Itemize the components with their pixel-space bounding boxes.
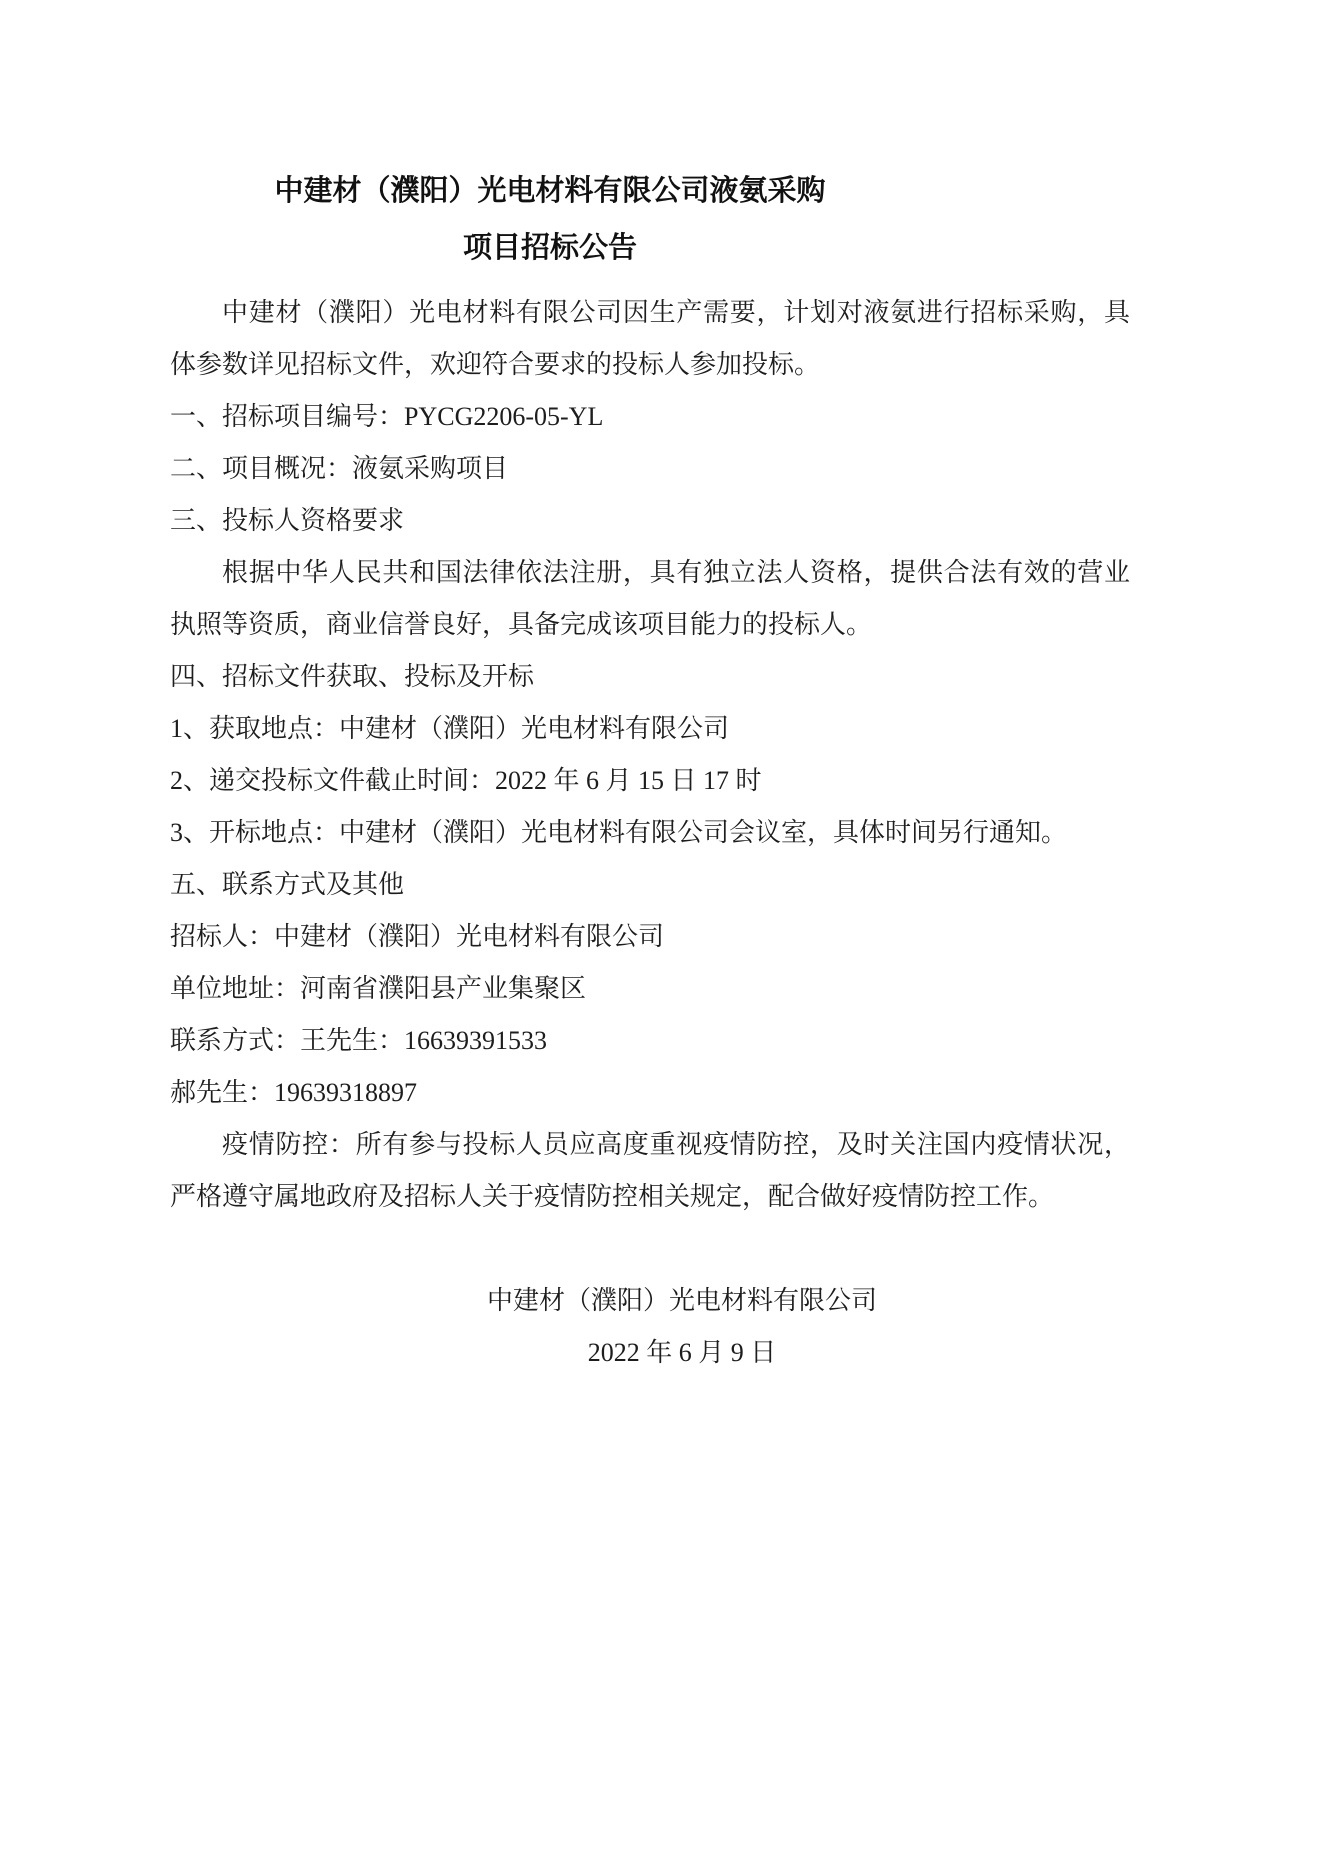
section-2-heading: 二、项目概况：液氨采购项目 xyxy=(170,454,509,483)
signature-block xyxy=(202,1275,1162,1379)
intro-paragraph: 中建材（濮阳）光电材料有限公司因生产需要，计划对液氨进行招标采购，具体参数详见招标文件，欢迎符合要求的投标人参加投标。 xyxy=(170,298,1130,379)
contact-address-line: 单位地址：河南省濮阳县产业集聚区 xyxy=(170,974,587,1003)
signature-date: 2022 年 6 月 9 日 xyxy=(587,1338,777,1367)
section-3-body: 根据中华人民共和国法律依法注册，具有独立法人资格，提供合法有效的营业执照等资质，商业信誉良好，具备完成该项目能力的投标人。 xyxy=(170,558,1130,639)
document-title-line1: 中建材（濮阳）光电材料有限公司液氨采购 xyxy=(274,175,826,207)
section-3-heading: 三、投标人资格要求 xyxy=(170,506,405,535)
section-1-heading: 一、招标项目编号：PYCG2206-05-YL xyxy=(170,402,604,431)
document-title-line2: 项目招标公告 xyxy=(462,232,637,264)
contact-bidder-line: 招标人：中建材（濮阳）光电材料有限公司 xyxy=(170,922,665,951)
contact-phone-hao-line: 郝先生：19639318897 xyxy=(170,1078,418,1107)
title-block xyxy=(170,163,930,277)
contact-phone-wang-line: 联系方式：王先生：16639391533 xyxy=(170,1026,548,1055)
section-4-heading: 四、招标文件获取、投标及开标 xyxy=(170,662,535,691)
section-4-item-1: 1、获取地点：中建材（濮阳）光电材料有限公司 xyxy=(170,714,730,743)
section-5-heading: 五、联系方式及其他 xyxy=(170,870,405,899)
section-4-item-3: 3、开标地点：中建材（濮阳）光电材料有限公司会议室，具体时间另行通知。 xyxy=(170,818,1068,847)
section-4-item-2: 2、递交投标文件截止时间：2022 年 6 月 15 日 17 时 xyxy=(170,766,762,795)
covid-notice-paragraph: 疫情防控：所有参与投标人员应高度重视疫情防控，及时关注国内疫情状况，严格遵守属地政府及招标人关于疫情防控相关规定，配合做好疫情防控工作。 xyxy=(170,1130,1130,1211)
signature-company: 中建材（濮阳）光电材料有限公司 xyxy=(486,1286,877,1315)
document-body xyxy=(170,287,1130,1223)
